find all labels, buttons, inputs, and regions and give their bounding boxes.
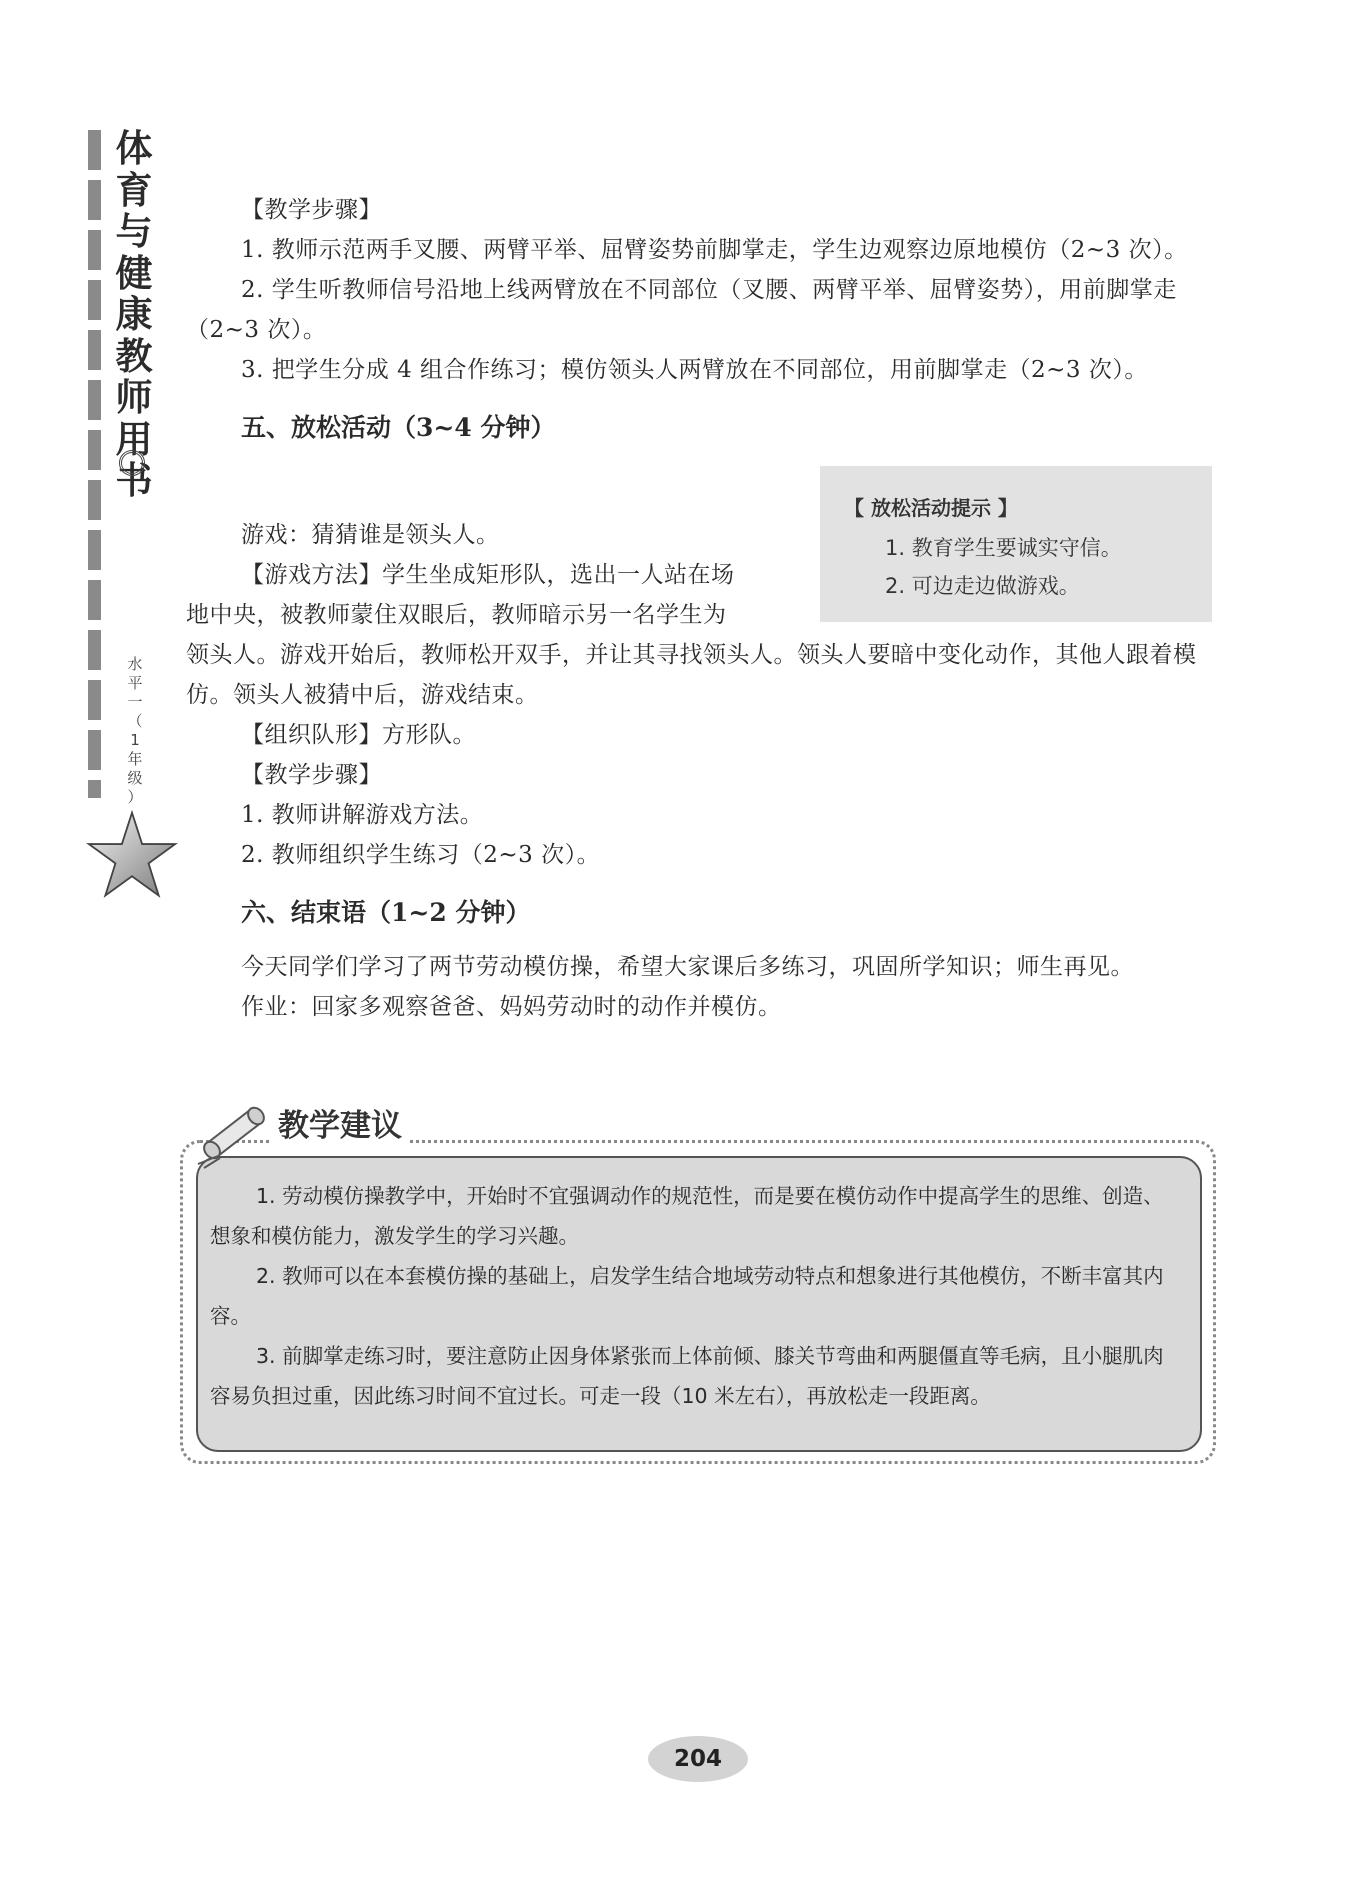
end-text: 今天同学们学习了两节劳动模仿操，希望大家课后多练习，巩固所学知识；师生再见。 bbox=[241, 954, 1134, 980]
formation: 【组织队形】方形队。 bbox=[241, 722, 476, 748]
relax-step-1: 1. 教师讲解游戏方法。 bbox=[241, 802, 484, 828]
page-number: 204 bbox=[648, 1736, 748, 1782]
teaching-advice-box bbox=[180, 1098, 1220, 1468]
relax-steps-label: 【教学步骤】 bbox=[241, 762, 382, 788]
star-icon bbox=[86, 810, 178, 902]
tip-box bbox=[820, 466, 1212, 622]
sidebar-decoration bbox=[88, 130, 102, 798]
relax-step-2: 2. 教师组织学生练习（2~3 次）。 bbox=[241, 842, 601, 868]
game-method-line2: 地中央，被教师蒙住双眼后，教师暗示另一名学生为 bbox=[186, 602, 727, 628]
relax-intro bbox=[186, 515, 806, 635]
level-label: 水 平 一 （ 1 年 级 ） bbox=[127, 655, 143, 806]
step-2: 2. 学生听教师信号沿地上线两臂放在不同部位（叉腰、两臂平举、屈臂姿势），用前脚掌走（2~3 次）。 bbox=[186, 277, 1177, 343]
step-1: 1. 教师示范两手叉腰、两臂平举、屈臂姿势前脚掌走，学生边观察边原地模仿（2~3 次）。 bbox=[241, 237, 1188, 263]
relax-heading: 五、放松活动（3~4 分钟） bbox=[241, 413, 556, 442]
game-name: 游戏：猜猜谁是领头人。 bbox=[241, 522, 500, 548]
game-method-line1: 【游戏方法】学生坐成矩形队，选出一人站在场 bbox=[241, 562, 735, 588]
tip-item-1: 1. 教育学生要诚实守信。 bbox=[885, 536, 1122, 560]
advice-item-1: 1. 劳动模仿操教学中，开始时不宜强调动作的规范性，而是要在模仿动作中提高学生的思维、创造、想象和模仿能力，激发学生的学习兴趣。 bbox=[210, 1184, 1164, 1248]
tip-item-2: 2. 可边走边做游戏。 bbox=[885, 574, 1080, 598]
steps-label: 【教学步骤】 bbox=[241, 197, 382, 223]
main-content bbox=[186, 190, 1216, 462]
end-heading: 六、结束语（1~2 分钟） bbox=[241, 898, 531, 927]
book-title: 体 育 与 健 康 教 师 用 书 bbox=[115, 126, 153, 502]
scroll-icon bbox=[192, 1098, 276, 1170]
step-3: 3. 把学生分成 4 组合作练习；模仿领头人两臂放在不同部位，用前脚掌走（2~3 次）。 bbox=[241, 357, 1148, 383]
tip-title: 【 放松活动提示 】 bbox=[844, 496, 1018, 520]
relax-continued bbox=[186, 635, 1216, 1027]
advice-title: 教学建议 bbox=[270, 1100, 410, 1145]
advice-item-3: 3. 前脚掌走练习时，要注意防止因身体紧张而上体前倾、膝关节弯曲和两腿僵直等毛病，且小腿肌肉容易负担过重，因此练习时间不宜过长。可走一段（10 米左右），再放松走一段距离。 bbox=[210, 1344, 1164, 1408]
advice-texts bbox=[210, 1176, 1172, 1416]
game-method-line3: 领头人。游戏开始后，教师松开双手，并让其寻找领头人。领头人要暗中变化动作，其他人跟着模仿。领头人被猜中后，游戏结束。 bbox=[186, 642, 1197, 708]
circle-icon bbox=[119, 450, 145, 476]
homework: 作业：回家多观察爸爸、妈妈劳动时的动作并模仿。 bbox=[241, 994, 782, 1020]
advice-item-2: 2. 教师可以在本套模仿操的基础上，启发学生结合地域劳动特点和想象进行其他模仿，不断丰富其内容。 bbox=[210, 1264, 1164, 1328]
